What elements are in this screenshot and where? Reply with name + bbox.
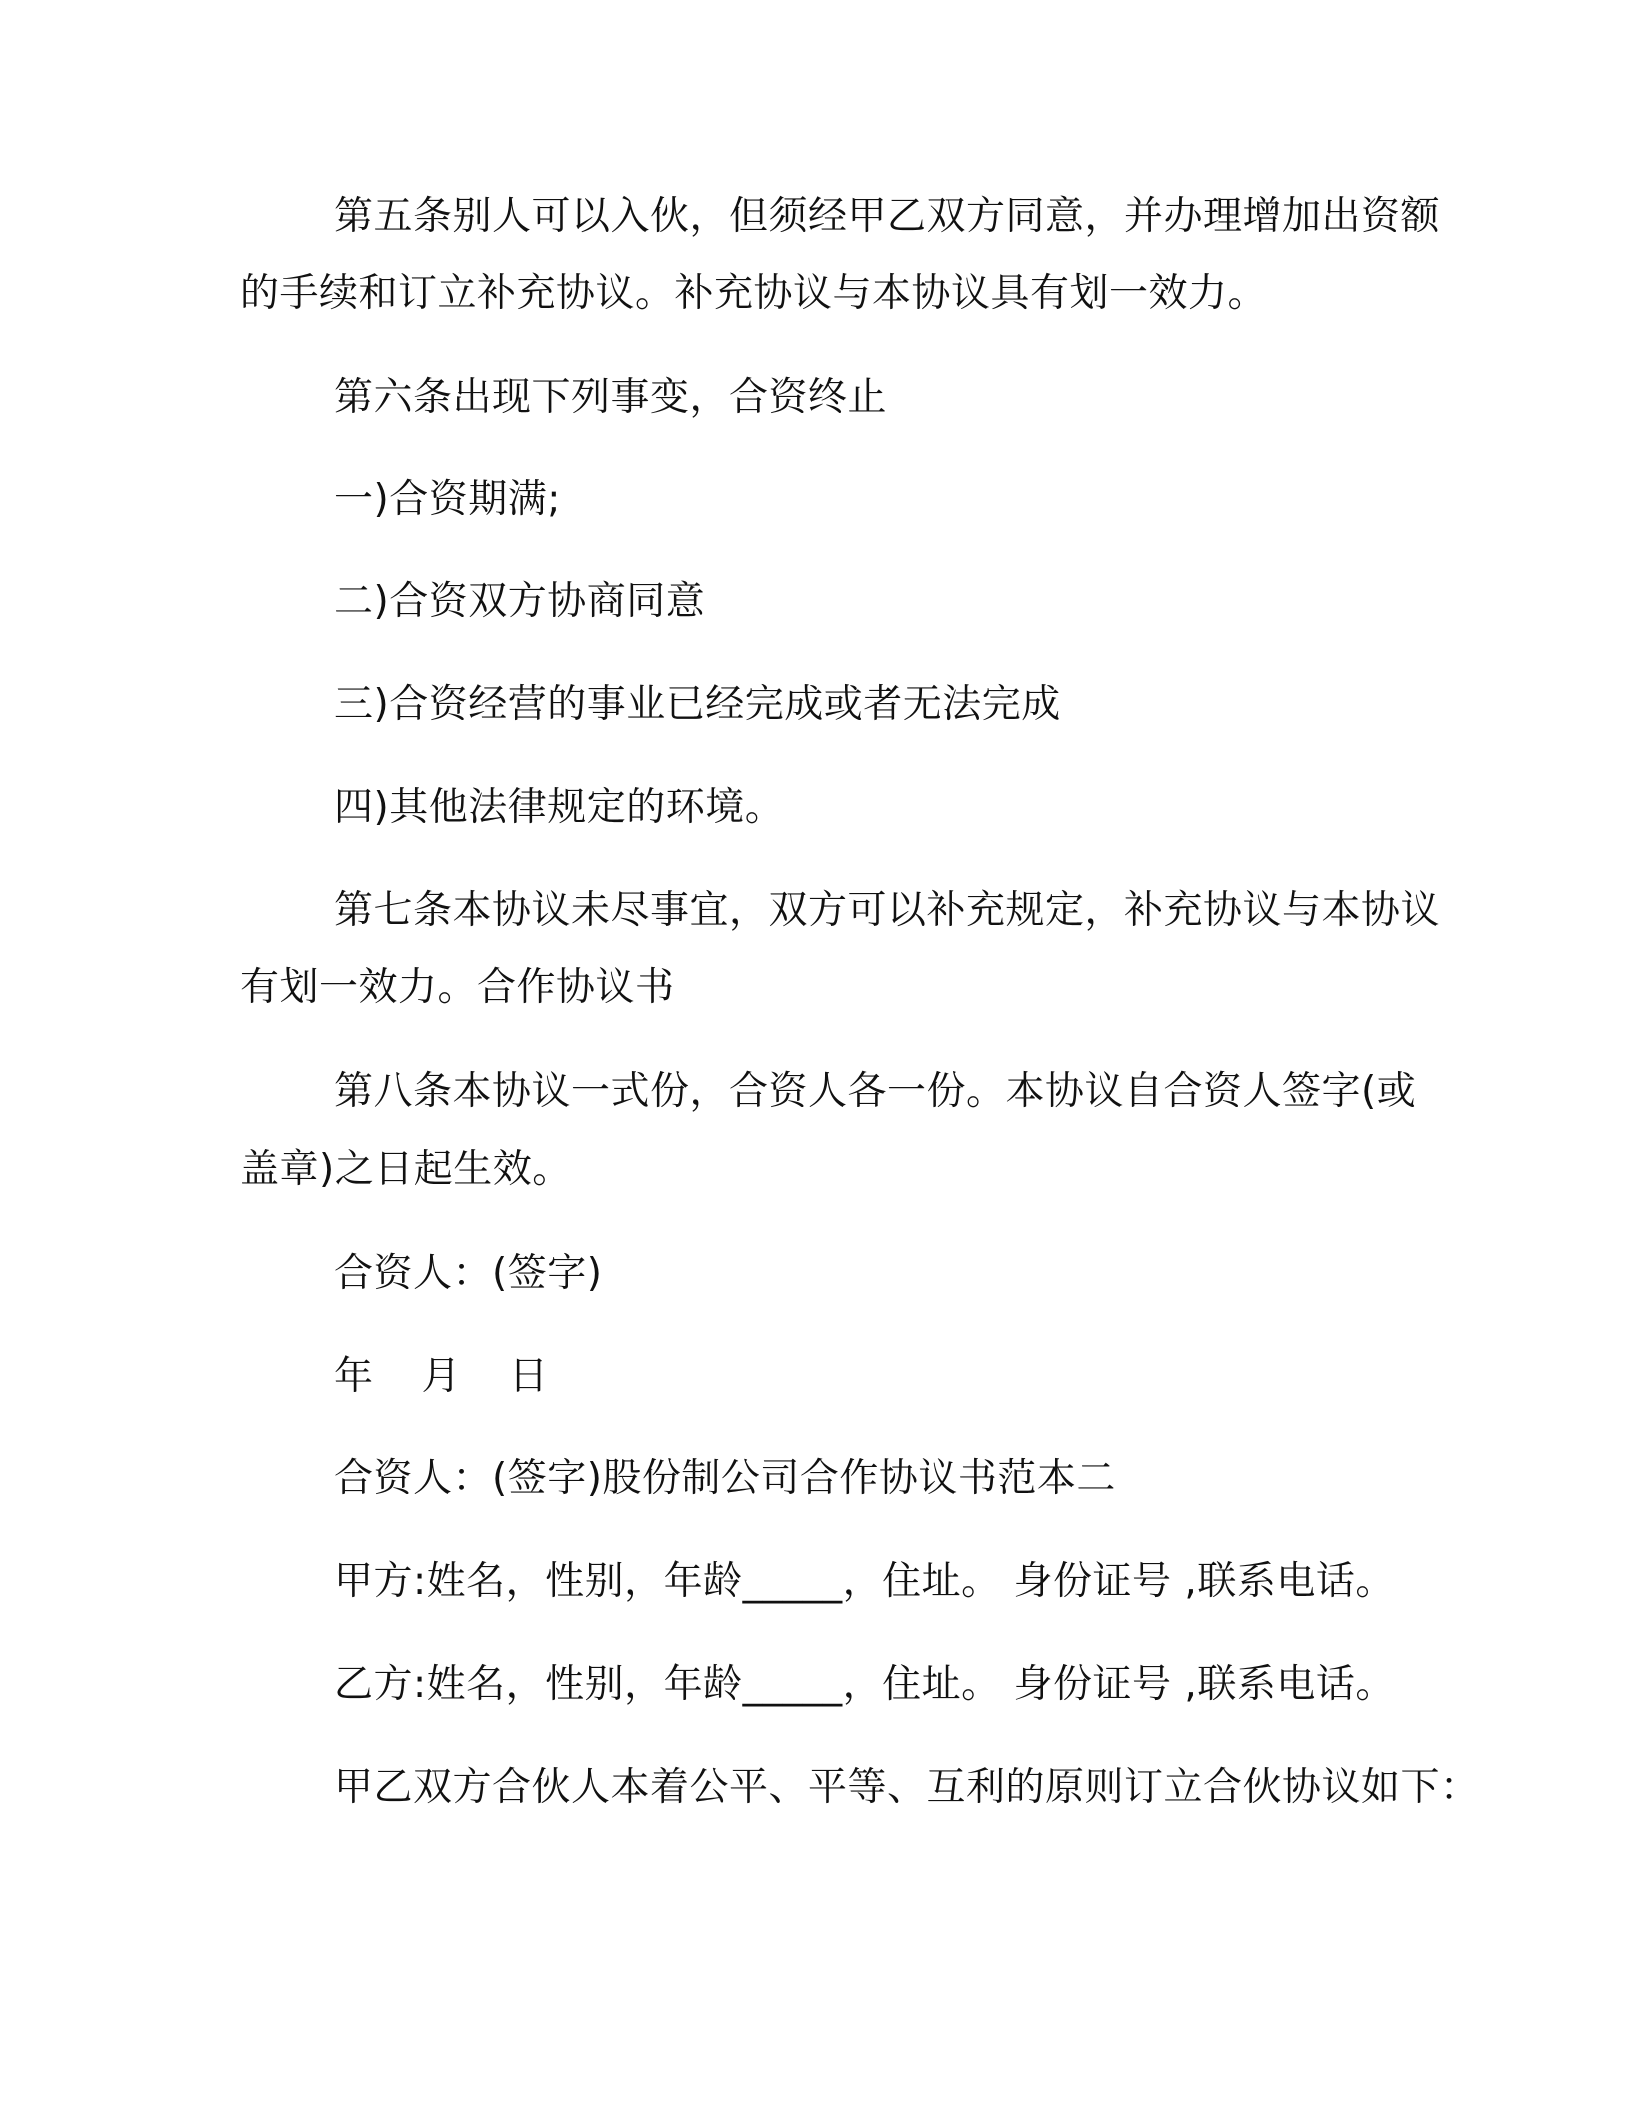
signer-2: 合资人：(签字)股份制公司合作协议书范本二 — [334, 1456, 1116, 1501]
termination-item-2: 二)合资双方协商同意 — [334, 579, 706, 624]
termination-item-4: 四)其他法律规定的环境。 — [334, 785, 785, 830]
article-5-line-2: 的手续和订立补充协议。补充协议与本协议具有划一效力。 — [240, 271, 1268, 316]
party-b: 乙方:姓名，性别，年龄_____，住址。 身份证号 ,联系电话。 — [334, 1662, 1395, 1707]
termination-item-1: 一)合资期满; — [334, 477, 561, 522]
party-a: 甲方:姓名，性别，年龄_____，住址。 身份证号 ,联系电话。 — [334, 1559, 1395, 1604]
date-month: 月 — [421, 1354, 462, 1399]
article-5-line-1: 第五条别人可以入伙，但须经甲乙双方同意，并办理增加出资额 — [334, 194, 1441, 239]
date-year: 年 — [334, 1354, 374, 1399]
article-7-line-1: 第七条本协议未尽事宜，双方可以补充规定，补充协议与本协议 — [334, 888, 1441, 933]
article-6: 第六条出现下列事变，合资终止 — [334, 375, 888, 420]
date-line — [334, 1353, 549, 1401]
preamble: 甲乙双方合伙人本着公平、平等、互利的原则订立合伙协议如下： — [334, 1765, 1480, 1810]
signer-1: 合资人：(签字) — [334, 1251, 603, 1296]
termination-item-3: 三)合资经营的事业已经完成或者无法完成 — [334, 682, 1061, 727]
article-8-line-1: 第八条本协议一式份，合资人各一份。本协议自合资人签字(或 — [334, 1069, 1417, 1114]
article-7-line-2: 有划一效力。合作协议书 — [240, 965, 675, 1010]
article-8-line-2: 盖章)之日起生效。 — [240, 1147, 572, 1192]
date-day: 日 — [509, 1354, 549, 1399]
